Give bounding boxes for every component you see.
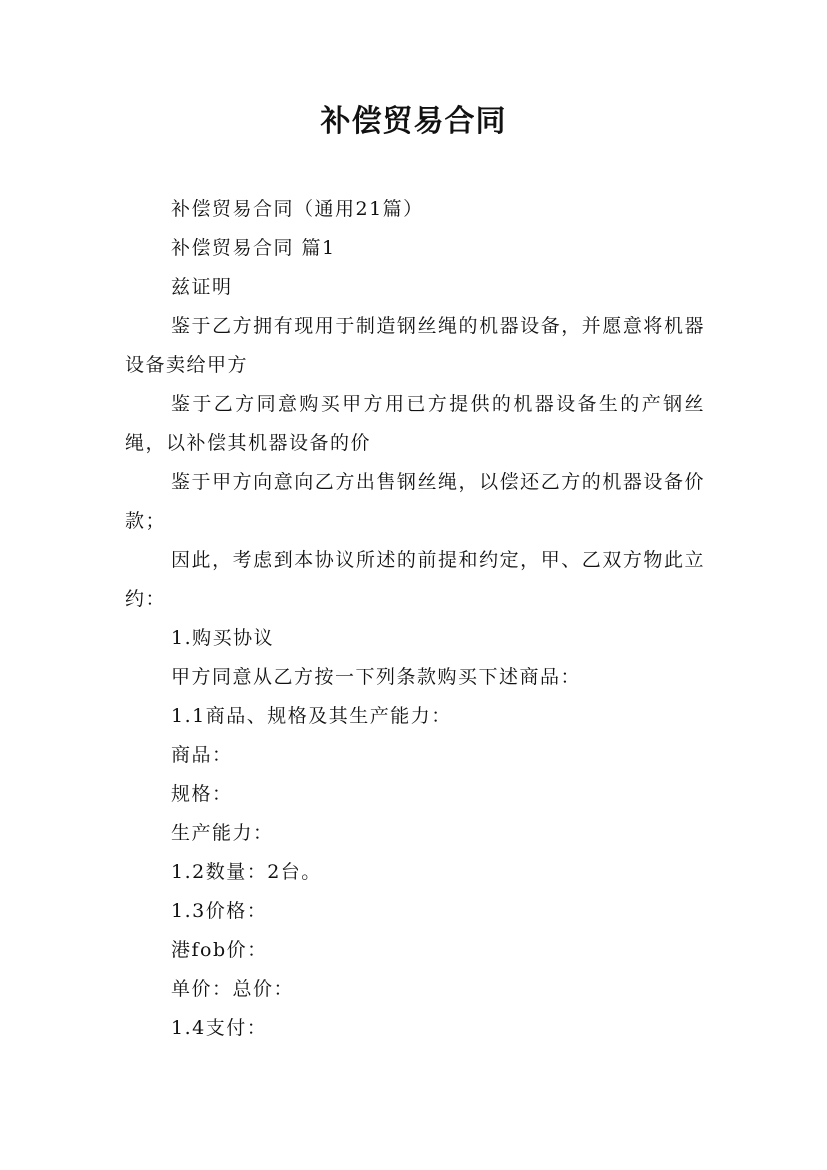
field-goods: 商品：: [171, 744, 233, 766]
document-title: 补偿贸易合同: [320, 104, 507, 139]
clause-1-2-quantity: 1.2数量：2台。: [171, 861, 322, 883]
paragraph-whereas-2: 鉴于乙方同意购买甲方用已方提供的机器设备生的产钢丝绳，以补偿其机器设备的价: [125, 393, 705, 454]
clause-1-4-payment: 1.4支付：: [171, 1017, 268, 1039]
paragraph-heading-part1: 补偿贸易合同 篇1: [171, 237, 336, 259]
paragraph-whereas-3: 鉴于甲方向意向乙方出售钢丝绳，以偿还乙方的机器设备价款；: [125, 471, 705, 532]
section-heading-purchase: 1.购买协议: [171, 627, 275, 649]
paragraph-purchase-terms: 甲方同意从乙方按一下列条款购买下述商品：: [171, 666, 582, 688]
field-specification: 规格：: [171, 783, 233, 805]
paragraph-therefore: 因此，考虑到本协议所述的前提和约定，甲、乙双方物此立约：: [125, 549, 705, 610]
clause-1-1: 1.1商品、规格及其生产能力：: [171, 705, 452, 727]
clause-1-3-price: 1.3价格：: [171, 900, 268, 922]
field-capacity: 生产能力：: [171, 822, 274, 844]
paragraph-whereas-1: 鉴于乙方拥有现用于制造钢丝绳的机器设备，并愿意将机器设备卖给甲方: [125, 315, 705, 376]
field-unit-total-price: 单价：总价：: [171, 978, 295, 1000]
paragraph-certify: 兹证明: [171, 276, 233, 298]
document-body: [125, 190, 705, 1048]
paragraph-heading-collection: 补偿贸易合同（通用21篇）: [171, 198, 424, 220]
field-fob-price: 港fob价：: [171, 939, 268, 961]
